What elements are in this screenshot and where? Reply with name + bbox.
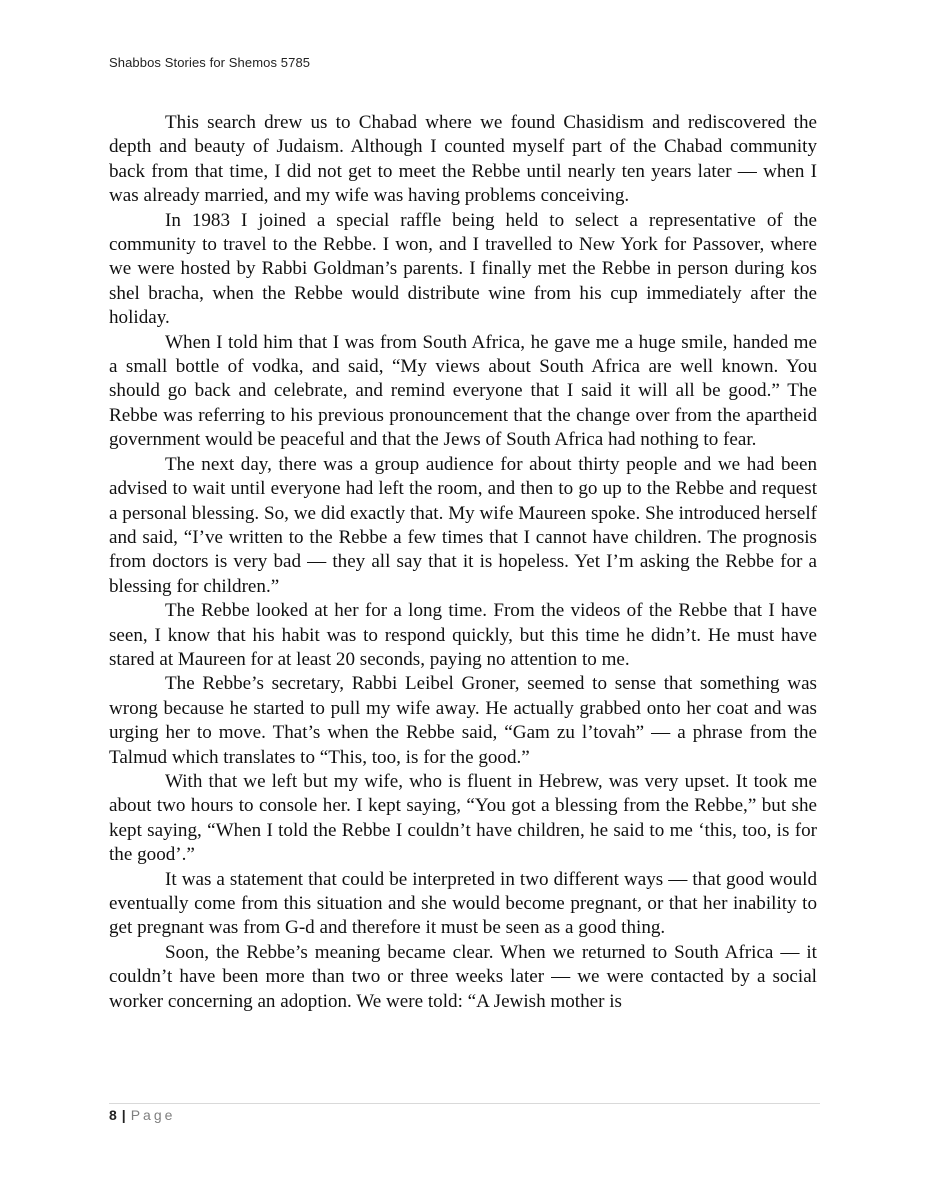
running-header: Shabbos Stories for Shemos 5785 — [109, 55, 311, 70]
footer-divider — [109, 1103, 820, 1104]
paragraph: The Rebbe looked at her for a long time. From the videos of the Rebbe that I have seen, I know that his habit was to respond quickly, but this time he didn’t. He must have stared at Maureen for at least 20 seconds, paying no attention to me. — [109, 600, 817, 670]
page-number: 8 — [109, 1107, 117, 1123]
paragraph: It was a statement that could be interpreted in two different ways — that good would eventually come from this situation and she would become pregnant, or that her inability to get pregnant was from G-d and therefore it must be seen as a good thing. — [109, 868, 817, 939]
paragraph: In 1983 I joined a special raffle being held to select a representative of the community to travel to the Rebbe. I won, and I travelled to New York for Passover, where we were hosted by Rabbi Goldman’s parents. I finally met the Rebbe in person during kos shel bracha, when the Rebbe would distribute wine from his cup immediately after the holiday. — [109, 209, 817, 329]
paragraph: The Rebbe’s secretary, Rabbi Leibel Groner, seemed to sense that something was wrong because he started to pull my wife away. He actually grabbed onto her coat and was urging her to move. That’s when the Rebbe said, “Gam zu l’tovah” — a phrase from the Talmud which translates to “This, too, is for the good.” — [109, 673, 817, 768]
paragraph: The next day, there was a group audience for about thirty people and we had been advised to wait until everyone had left the room, and then to go up to the Rebbe and request a personal blessing. So, we did exactly that. My wife Maureen spoke. She introduced herself and said, “I’ve written to the Rebbe a few times that I cannot have children. The prognosis from doctors is very bad — they all say that it is hopeless. Yet I’m asking the Rebbe for a blessing for children.” — [109, 453, 817, 597]
paragraph: When I told him that I was from South Africa, he gave me a huge smile, handed me a small bottle of vodka, and said, “My views about South Africa are well known. You should go back and celebrate, and remind everyone that I said it will all be good.” The Rebbe was referring to his previous pronouncement that the change over from the apartheid government would be peaceful and that the Jews of South Africa had nothing to fear. — [109, 331, 817, 451]
body-text — [109, 111, 817, 1014]
paragraph: This search drew us to Chabad where we found Chasidism and rediscovered the depth and beauty of Judaism. Although I counted myself part of the Chabad community back from that time, I did not get to meet the Rebbe until nearly ten years later — when I was already married, and my wife was having problems conceiving. — [109, 112, 817, 207]
paragraph: With that we left but my wife, who is fluent in Hebrew, was very upset. It took me about two hours to console her. I kept saying, “You got a blessing from the Rebbe,” but she kept saying, “When I told the Rebbe I couldn’t have children, he said to me ‘this, too, is for the good’.” — [109, 770, 817, 866]
paragraph: Soon, the Rebbe’s meaning became clear. When we returned to South Africa — it couldn’t have been more than two or three weeks later — we were contacted by a social worker concerning an adoption. We were told: “A Jewish mother is — [109, 941, 817, 1012]
page-footer — [109, 1107, 175, 1123]
footer-separator: | — [121, 1107, 126, 1123]
page-label: Page — [130, 1107, 176, 1123]
